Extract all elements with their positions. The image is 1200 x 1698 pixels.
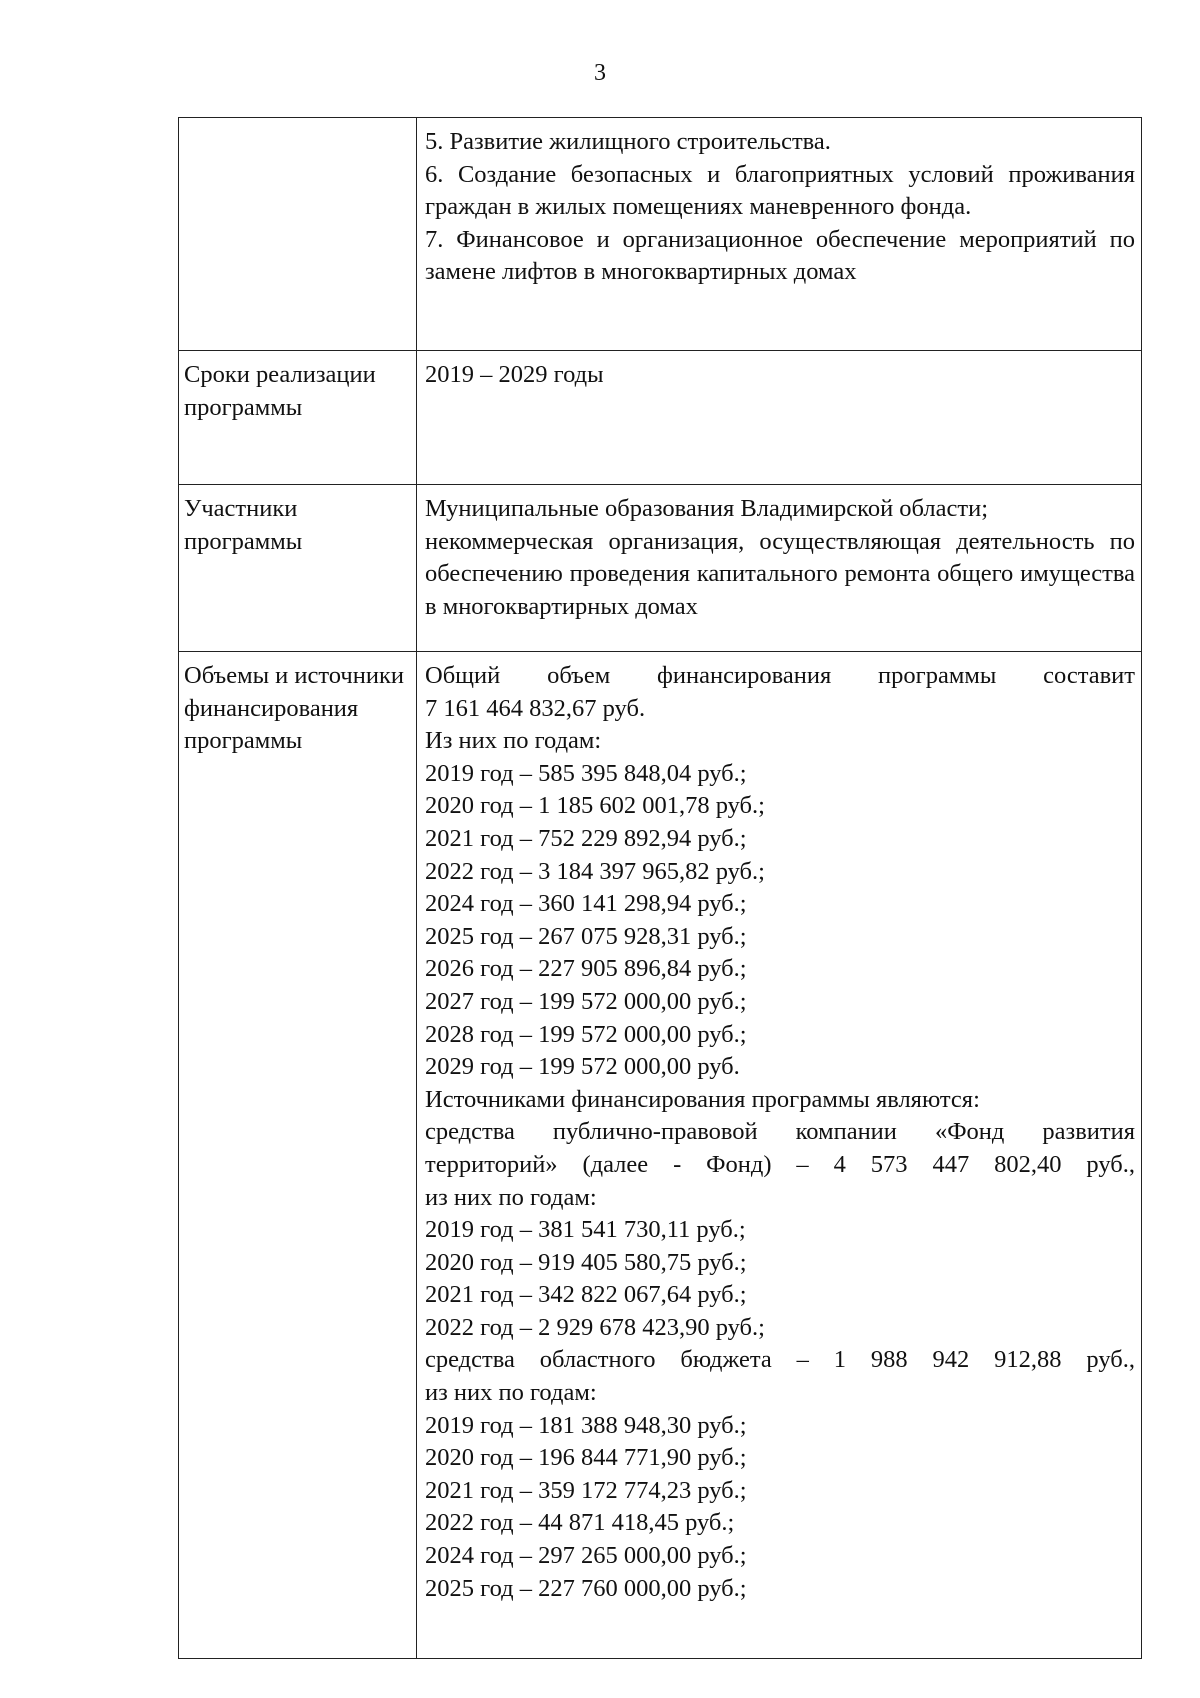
funding-sources-heading: Источниками финансирования программы являются: [425,1085,980,1113]
funding-total-year-line: 2029 год – 199 572 000,00 руб. [425,1053,740,1081]
funding-fund-year-line: 2019 год – 381 541 730,11 руб.; [425,1216,746,1244]
funding-total-year-line: 2028 год – 199 572 000,00 руб.; [425,1020,747,1048]
funding-fund-year-line: 2021 год – 342 822 067,64 руб.; [425,1281,747,1309]
goal-item-6: 6. Создание безопасных и благоприятных условий проживания граждан в жилых помещениях маневренного фонда. [425,160,1135,221]
table-row-participants [179,485,1142,652]
table-row-funding [179,652,1142,1659]
program-passport-table [178,117,1142,1659]
funding-regional-by-years: из них по годам: [425,1379,597,1407]
funding-regional-year-line: 2019 год – 181 388 948,30 руб.; [425,1411,747,1439]
funding-regional-year-line: 2020 год – 196 844 771,90 руб.; [425,1444,747,1472]
funding-regional-year-line: 2024 год – 297 265 000,00 руб.; [425,1542,747,1570]
funding-value-cell [417,652,1142,1659]
funding-fund-line-2: территорий» (далее - Фонд) – 4 573 447 802,40 руб., [425,1150,1135,1178]
funding-total-year-line: 2021 год – 752 229 892,94 руб.; [425,824,747,852]
funding-total-year-line: 2026 год – 227 905 896,84 руб.; [425,955,747,983]
participants-line-2: некоммерческая организация, осуществляющая деятельность по обеспечению проведения капитального ремонта общего имущества в многоквартирных домах [425,527,1135,620]
participants-value-cell [417,485,1142,652]
funding-regional-year-line: 2025 год – 227 760 000,00 руб.; [425,1574,747,1602]
funding-total-year-line: 2019 год – 585 395 848,04 руб.; [425,759,747,787]
page-number: 3 [594,60,606,86]
terms-label: Сроки реализации программы [179,351,417,485]
funding-total-year-line: 2020 год – 1 185 602 001,78 руб.; [425,792,765,820]
funding-fund-line-1: средства публично-правовой компании «Фонд развития [425,1118,1135,1146]
funding-regional-line: средства областного бюджета – 1 988 942 912,88 руб., [425,1346,1135,1374]
goals-value-cell [417,118,1142,351]
funding-total-year-line: 2027 год – 199 572 000,00 руб.; [425,987,747,1015]
funding-total-year-line: 2025 год – 267 075 928,31 руб.; [425,922,747,950]
funding-fund-year-line: 2020 год – 919 405 580,75 руб.; [425,1248,747,1276]
table-row-terms [179,351,1142,485]
funding-fund-year-line: 2022 год – 2 929 678 423,90 руб.; [425,1313,765,1341]
table-row-goals [179,118,1142,351]
participants-label: Участники программы [179,485,417,652]
funding-regional-year-line: 2022 год – 44 871 418,45 руб.; [425,1509,735,1537]
goals-label-cell [179,118,417,351]
funding-label: Объемы и источники финансирования программы [179,652,417,1659]
funding-fund-by-years: из них по годам: [425,1183,597,1211]
funding-regional-year-line: 2021 год – 359 172 774,23 руб.; [425,1476,747,1504]
funding-total-year-line: 2024 год – 360 141 298,94 руб.; [425,890,747,918]
goal-item-7: 7. Финансовое и организационное обеспечение мероприятий по замене лифтов в многоквартирных домах [425,225,1135,286]
funding-total-amount: 7 161 464 832,67 руб. [425,694,646,722]
goal-item-5: 5. Развитие жилищного строительства. [425,128,831,155]
funding-total-intro: Общий объем финансирования программы составит [425,662,1135,689]
terms-value: 2019 – 2029 годы [417,351,1142,485]
funding-by-years-heading: Из них по годам: [425,727,602,755]
funding-total-year-line: 2022 год – 3 184 397 965,82 руб.; [425,857,765,885]
participants-line-1: Муниципальные образования Владимирской области; [425,495,989,522]
